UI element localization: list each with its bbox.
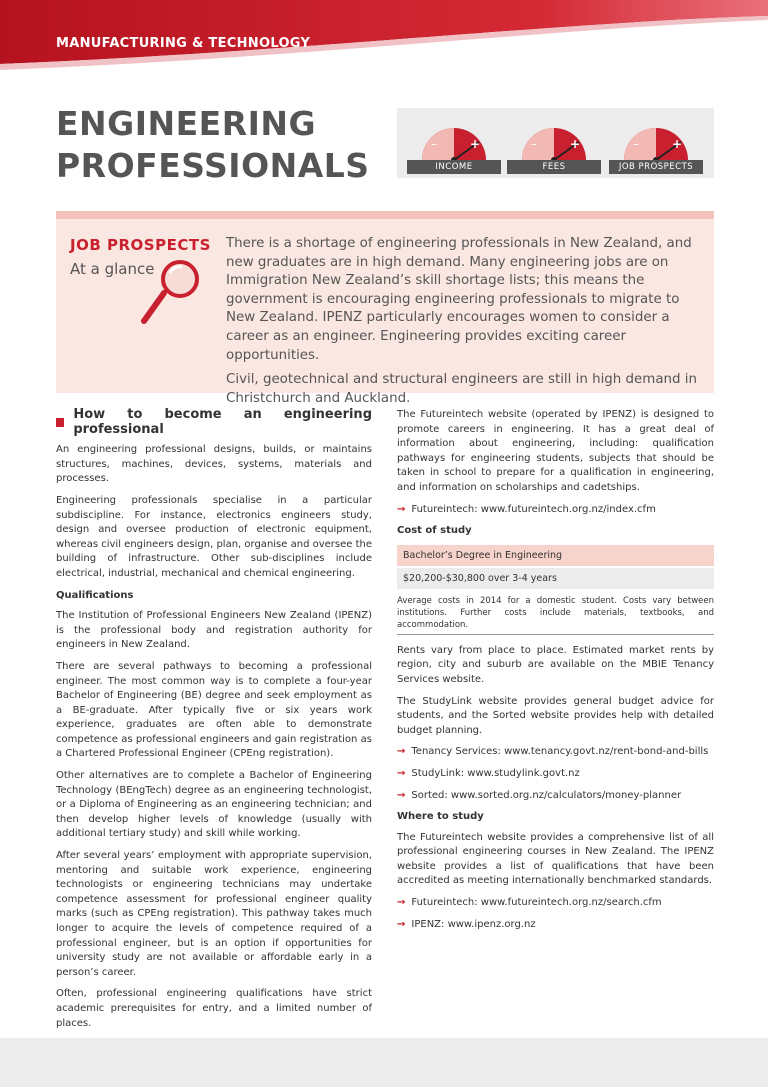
- subheading-where-to-study: Where to study: [397, 811, 484, 823]
- paragraph: An engineering professional designs, builds, or maintains structures, machines, devices, systems, materials and processes.: [56, 444, 372, 485]
- arrow-right-icon: →: [397, 789, 406, 801]
- link-text[interactable]: Futureintech: www.futureintech.org.nz/index.cfm: [411, 503, 656, 515]
- job-prospects-title: JOB PROSPECTS: [70, 236, 211, 254]
- job-prospects-gauge: [609, 114, 703, 174]
- subheading-qualifications: Qualifications: [56, 589, 134, 601]
- job-prospects-subtitle: At a glance: [70, 260, 155, 278]
- link-text[interactable]: Futureintech: www.futureintech.org.nz/search.cfm: [411, 897, 662, 909]
- job-prospects-paragraph: Civil, geotechnical and structural engineers are still in high demand in Christchurch and Auckland.: [226, 372, 697, 406]
- arrow-right-icon: →: [397, 746, 406, 758]
- bullet-square-icon: [56, 418, 64, 427]
- paragraph: The StudyLink website provides general budget advice for students, and the Sorted website provides help with detailed budget planning.: [397, 695, 714, 736]
- footer-band: [0, 1038, 768, 1087]
- arrow-right-icon: →: [397, 897, 406, 909]
- gauge-dial-icon: [407, 114, 501, 162]
- paragraph: After several years’ employment with appropriate supervision, mentoring and suitable work experience, engineering technologists or engineering technicians may undertake competence assessment for professional engineer quality marks (such as CPEng registration). This pathway takes much longer to acquire the levels of competence required of a professional engineer, but is an option if opportunities for university study are not available or affordable early in a person’s career.: [56, 850, 372, 978]
- banner-shape: [0, 0, 768, 70]
- page-title: [56, 103, 370, 187]
- paragraph: There are several pathways to becoming a professional engineer. The most common way is to complete a four-year Bachelor of Engineering (BE) degree and seek employment as a BE-graduate. After typically five or six years work experience, graduates are often able to demonstrate competence as professional engineers and gain registration as a Chartered Professional Engineer (CPEng registration).: [56, 660, 372, 760]
- arrow-right-icon: →: [397, 918, 406, 930]
- ipenz-link[interactable]: [397, 918, 714, 933]
- subheading-cost-of-study: Cost of study: [397, 525, 472, 537]
- gauge-label-job-prospects: JOB PROSPECTS: [609, 160, 703, 174]
- arrow-right-icon: →: [397, 767, 406, 779]
- studylink-link[interactable]: [397, 767, 714, 782]
- gauge-label-income: INCOME: [407, 160, 501, 174]
- gauge-plus: +: [672, 137, 683, 151]
- gauge-plus: +: [570, 137, 581, 151]
- gauge-plus: +: [470, 137, 481, 151]
- rating-gauges: [397, 108, 714, 178]
- magnifier-icon: [138, 259, 208, 327]
- gauge-minus: –: [531, 137, 537, 151]
- paragraph: The Futureintech website provides a comprehensive list of all professional engineering courses in New Zealand. The IPENZ website provides a list of qualifications that have been accredited as meeting internationally benchmarked standards.: [397, 831, 714, 887]
- fees-gauge: [507, 114, 601, 174]
- header-banner: [0, 0, 768, 70]
- section-heading-text: How to become an engineering professional: [73, 407, 372, 437]
- cost-table: [397, 545, 714, 589]
- gauge-minus: –: [431, 137, 437, 151]
- paragraph: The Futureintech website (operated by IPENZ) is designed to promote careers in engineering. It has a great deal of information about engineering, including: qualification pathways for engineering students, subjects that should be taken in school to prepare for a qualification in engineering, and information on scholarships and cadetships.: [397, 409, 714, 493]
- futureintech-link[interactable]: [397, 503, 714, 518]
- cost-table-value: $20,200-$30,800 over 3-4 years: [397, 568, 714, 589]
- job-prospects-text: [226, 235, 706, 414]
- gauge-dial-icon: [507, 114, 601, 162]
- gauge-dial-icon: [609, 114, 703, 162]
- income-gauge: [407, 114, 501, 174]
- title-line-2: PROFESSIONALS: [56, 146, 370, 185]
- paragraph: Often, professional engineering qualifications have strict academic prerequisites for entry, and a limited number of places.: [56, 988, 372, 1029]
- gauge-minus: –: [633, 137, 639, 151]
- link-text[interactable]: StudyLink: www.studylink.govt.nz: [411, 767, 580, 779]
- sorted-link[interactable]: [397, 789, 714, 804]
- link-text[interactable]: Tenancy Services: www.tenancy.govt.nz/rent-bond-and-bills: [411, 746, 709, 758]
- section-heading: [56, 408, 372, 437]
- arrow-right-icon: →: [397, 503, 406, 515]
- cost-note: Average costs in 2014 for a domestic student. Costs vary between institutions. Further costs include materials, textbooks, and accommodation.: [397, 595, 714, 635]
- gauge-label-fees: FEES: [507, 160, 601, 174]
- paragraph: Other alternatives are to complete a Bachelor of Engineering Technology (BEngTech) degree as an engineering technologist, or a Diploma of Engineering as an engineering technician; and then develop higher levels of knowledge (usually with additional tertiary study) and skill while working.: [56, 770, 372, 840]
- left-column: [56, 408, 372, 1089]
- paragraph: The Institution of Professional Engineers New Zealand (IPENZ) is the professional body and registration authority for engineers in New Zealand.: [56, 610, 372, 651]
- tenancy-link[interactable]: [397, 745, 714, 760]
- job-prospects-paragraph: There is a shortage of engineering professionals in New Zealand, and new graduates are in high demand. Many engineering jobs are on Immigration New Zealand’s skill shortage lists; this means the government is encouraging engineering professionals to migrate to New Zealand. IPENZ particularly encourages women to consider a career as an engineer. Engineering provides exciting career opportunities.: [226, 236, 692, 363]
- right-column: [397, 408, 714, 939]
- link-text[interactable]: Sorted: www.sorted.org.nz/calculators/money-planner: [411, 789, 682, 801]
- futureintech-search-link[interactable]: [397, 896, 714, 911]
- title-line-1: ENGINEERING: [56, 104, 317, 143]
- paragraph: Engineering professionals specialise in a particular subdiscipline. For instance, electronics engineers study, design and oversee production of electronic equipment, whereas civil engineers design, plan, organise and oversee the building of infrastructure. Other sub-disciplines include electrical, industrial, mechanical and chemical engineering.: [56, 494, 372, 579]
- section-label: MANUFACTURING & TECHNOLOGY: [56, 36, 311, 51]
- cost-table-header: Bachelor’s Degree in Engineering: [397, 545, 714, 566]
- paragraph: Rents vary from place to place. Estimated market rents by region, city and suburb are available on the MBIE Tenancy Services website.: [397, 644, 714, 685]
- divider-stripe: [56, 211, 714, 219]
- job-prospects-box: [56, 219, 714, 406]
- link-text[interactable]: IPENZ: www.ipenz.org.nz: [411, 918, 536, 930]
